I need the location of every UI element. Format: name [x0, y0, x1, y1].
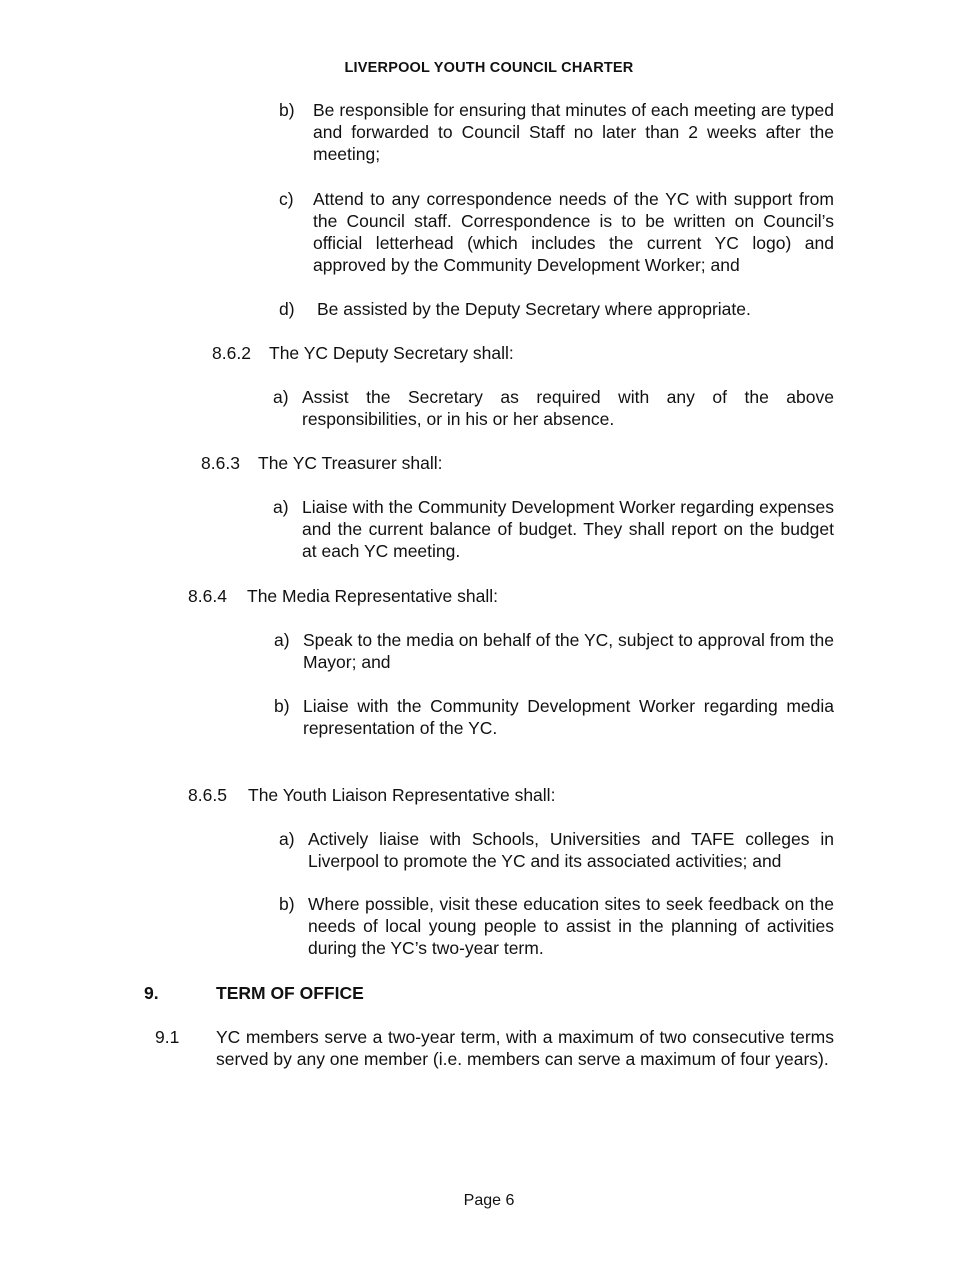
list-item-text: Speak to the media on behalf of the YC, subject to approval from the Mayor; and — [303, 630, 834, 672]
list-item-text: Assist the Secretary as required with any of the above responsibilities, or in his or her absence. — [302, 387, 834, 429]
list-item-text: Liaise with the Community Development Worker regarding media representation of the YC. — [303, 696, 834, 738]
section-heading: The Media Representative shall: — [247, 586, 498, 606]
clause-number: 9.1 — [155, 1027, 180, 1047]
list-item-label: a) — [273, 387, 289, 407]
list-item-label: a) — [279, 829, 295, 849]
list-item-label: c) — [279, 189, 294, 209]
list-item-label: b) — [279, 100, 295, 120]
clause-text: YC members serve a two-year term, with a maximum of two consecutive terms served by any one member (i.e. members can serve a maximum of four years). — [216, 1027, 834, 1069]
section-heading: The Youth Liaison Representative shall: — [248, 785, 556, 805]
page-number: Page 6 — [463, 1192, 515, 1209]
section-number: 9. — [144, 983, 159, 1003]
section-number: 8.6.3 — [201, 453, 240, 473]
list-item-text: Liaise with the Community Development Worker regarding expenses and the current balance of budget. They shall report on the budget at each YC meeting. — [302, 497, 834, 561]
section-number: 8.6.2 — [212, 343, 251, 363]
section-heading: The YC Treasurer shall: — [258, 453, 443, 473]
list-item-label: b) — [274, 696, 290, 716]
document-header: LIVERPOOL YOUTH COUNCIL CHARTER — [344, 60, 634, 76]
list-item-text: Attend to any correspondence needs of the YC with support from the Council staff. Correspondence is to be written on Council’s official letterhead (which includes the current YC logo) and approved by the Community Development Worker; and — [313, 189, 834, 275]
list-item-text: Where possible, visit these education sites to seek feedback on the needs of local young people to assist in the planning of activities during the YC’s two-year term. — [308, 894, 834, 958]
list-item-label: d) — [279, 299, 295, 319]
list-item-text: Actively liaise with Schools, Universities and TAFE colleges in Liverpool to promote the YC and its associated activities; and — [308, 829, 834, 871]
list-item-text: Be responsible for ensuring that minutes of each meeting are typed and forwarded to Council Staff no later than 2 weeks after the meeting; — [313, 100, 834, 164]
list-item-label: a) — [274, 630, 290, 650]
list-item-label: a) — [273, 497, 289, 517]
section-heading: TERM OF OFFICE — [216, 983, 364, 1003]
section-heading: The YC Deputy Secretary shall: — [269, 343, 514, 363]
section-number: 8.6.5 — [188, 785, 227, 805]
list-item-text: Be assisted by the Deputy Secretary where appropriate. — [317, 299, 751, 319]
list-item-label: b) — [279, 894, 295, 914]
section-number: 8.6.4 — [188, 586, 227, 606]
